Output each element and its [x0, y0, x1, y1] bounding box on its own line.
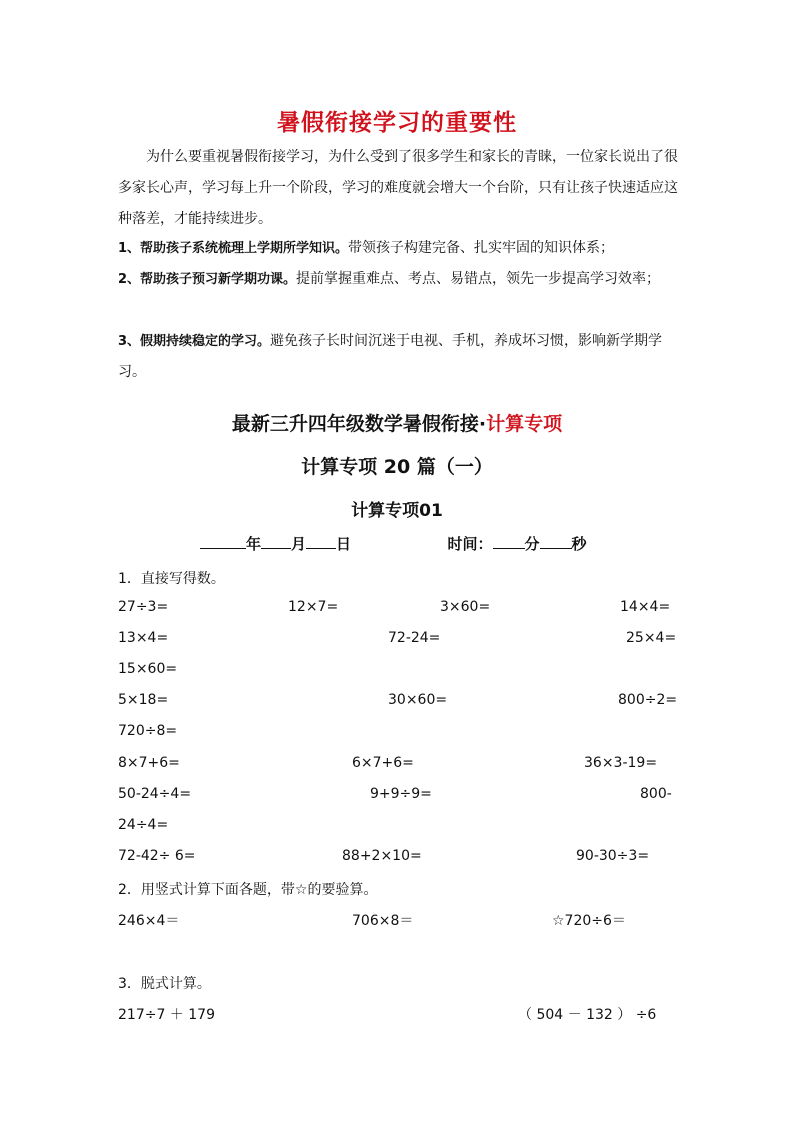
section-heading-red: 计算专项 [486, 413, 563, 435]
point-1 [118, 233, 678, 264]
minute-blank [493, 534, 525, 549]
month-blank [261, 534, 291, 549]
point-2-bold: 2、帮助孩子预习新学期功课。 [118, 272, 297, 287]
question-2-title: 2．用竖式计算下面各题，带☆的要验算。 [118, 882, 378, 898]
q1-item: 6×7+6= [352, 755, 414, 771]
year-label: 年 [246, 535, 262, 553]
section-heading-main: 最新三升四年级数学暑假衔接· [231, 413, 487, 435]
month-label: 月 [291, 535, 307, 553]
point-2 [118, 264, 678, 295]
point-3 [118, 326, 678, 388]
subheading: 计算专项 20 篇（一） [301, 456, 493, 478]
q1-item: 12×7= [288, 599, 339, 615]
q1-item: 88+2×10= [342, 848, 422, 864]
point-2-text: 提前掌握重难点、考点、易错点，领先一步提高学习效率； [296, 271, 661, 287]
minute-label: 分 [524, 535, 540, 553]
q1-item: 14×4= [620, 599, 671, 615]
point-1-text: 带领孩子构建完备、扎实牢固的知识体系； [348, 240, 615, 256]
q2-item: ☆720÷6＝ [552, 913, 626, 929]
q1-item: 36×3-19= [584, 755, 658, 771]
day-blank [306, 534, 336, 549]
section-heading [0, 409, 794, 436]
set-heading: 计算专项01 [351, 501, 443, 521]
q1-item: 15×60= [118, 661, 178, 677]
q1-item: 27÷3= [118, 599, 169, 615]
q1-item: 72-42÷ 6= [118, 848, 196, 864]
q2-item: 246×4＝ [118, 913, 180, 929]
point-1-bold: 1、帮助孩子系统梳理上学期所学知识。 [118, 241, 349, 256]
q1-item: 30×60= [388, 692, 448, 708]
q2-item: 706×8＝ [352, 913, 414, 929]
q1-item: 90-30÷3= [576, 848, 650, 864]
q1-item: 9+9÷9= [370, 786, 432, 802]
q1-item: 50-24÷4= [118, 786, 192, 802]
page-title: 暑假衔接学习的重要性 [277, 110, 517, 136]
q1-item: 800- [640, 786, 672, 802]
second-label: 秒 [571, 535, 587, 553]
point-3-bold: 3、假期持续稳定的学习。 [118, 334, 271, 349]
q3-item: （ 504 － 132 ） ÷6 [518, 1007, 657, 1023]
question-1-title: 1．直接写得数。 [118, 571, 225, 587]
q1-item: 5×18= [118, 692, 169, 708]
point-3-text: 避免孩子长时间沉迷于电视、手机，养成坏习惯，影响新学期学习。 [118, 333, 663, 380]
day-label: 日 [336, 535, 352, 553]
q1-item: 3×60= [440, 599, 491, 615]
q1-item: 13×4= [118, 630, 169, 646]
second-blank [540, 534, 572, 549]
year-blank [200, 534, 246, 549]
date-time-row [200, 533, 620, 554]
q1-item: 25×4= [626, 630, 677, 646]
intro-paragraph: 为什么要重视暑假衔接学习，为什么受到了很多学生和家长的青睐，一位家长说出了很多家长心声，学习每上升一个阶段，学习的难度就会增大一个台阶，只有让孩子快速适应这种落差，才能持续进步。 [118, 149, 678, 227]
time-label: 时间： [447, 535, 493, 553]
q1-item: 72-24= [388, 630, 441, 646]
q1-item: 24÷4= [118, 817, 169, 833]
q1-item: 720÷8= [118, 723, 178, 739]
q1-item: 800÷2= [618, 692, 678, 708]
q1-item: 8×7+6= [118, 755, 180, 771]
q3-item: 217÷7 ＋ 179 [118, 1007, 215, 1023]
question-3-title: 3．脱式计算。 [118, 976, 211, 992]
